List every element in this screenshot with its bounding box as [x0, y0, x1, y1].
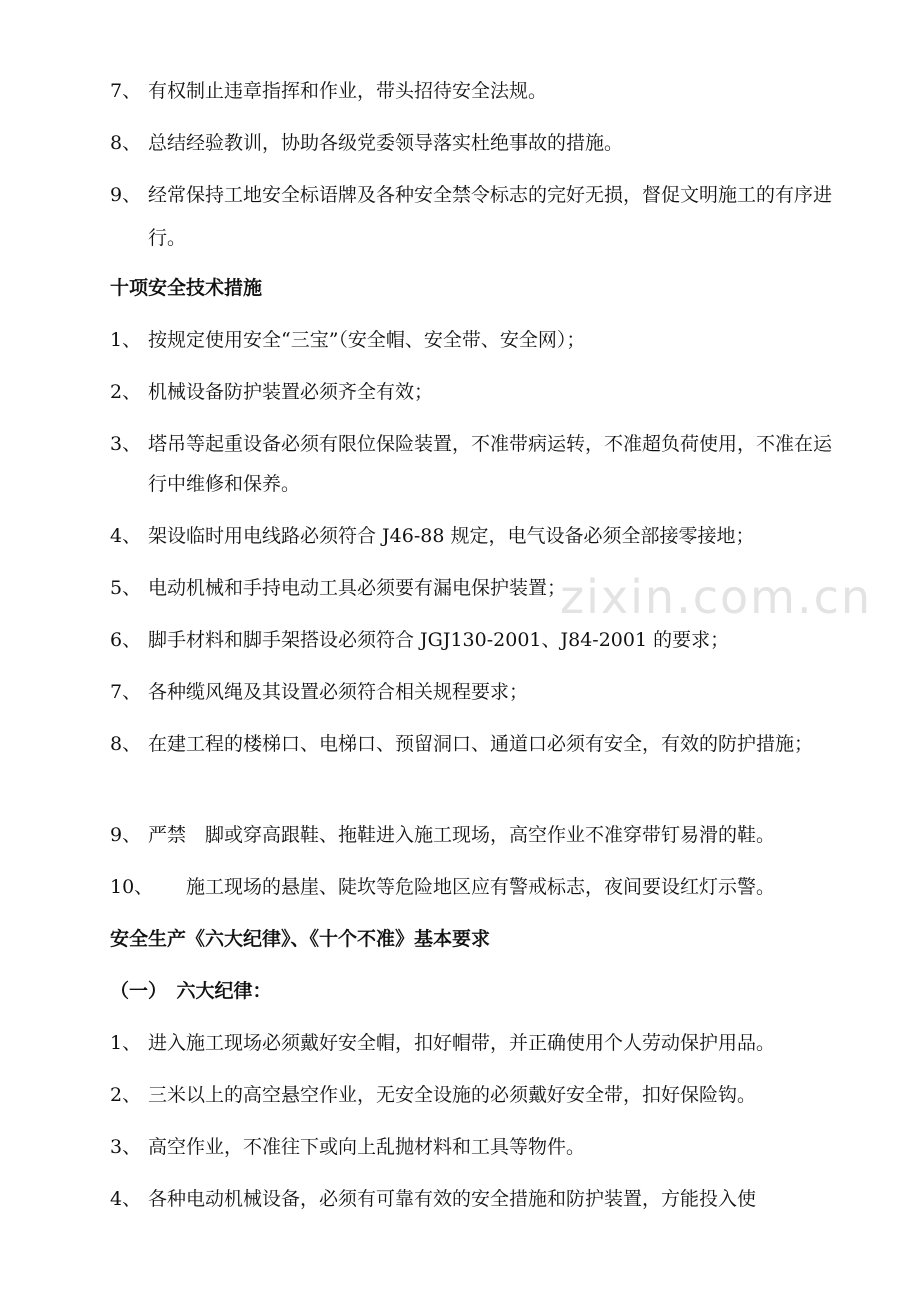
- list-item: [110, 521, 840, 551]
- list-item: [110, 1132, 840, 1162]
- item-text: 三米以上的高空悬空作业，无安全设施的必须戴好安全带，扣好保险钩。: [148, 1084, 757, 1106]
- item-text: 各种电动机械设备，必须有可靠有效的安全措施和防护装置，方能投入使: [148, 1188, 757, 1210]
- sub-heading: （一） 六大纪律：: [110, 980, 272, 1002]
- item-number: 7、: [110, 80, 142, 102]
- list-item: [110, 128, 840, 158]
- item-number: 10、: [110, 876, 154, 898]
- item-text: 机械设备防护装置必须齐全有效；: [148, 381, 434, 403]
- item-number: 8、: [110, 132, 142, 154]
- item-number: 4、: [110, 1188, 142, 1210]
- item-number: 8、: [110, 733, 142, 755]
- item-number: 5、: [110, 577, 142, 599]
- item-text: 架设临时用电线路必须符合 J46-88 规定，电气设备必须全部接零接地；: [148, 525, 755, 547]
- item-text: 各种缆风绳及其设置必须符合相关规程要求；: [148, 681, 529, 703]
- item-number: 3、: [110, 433, 142, 455]
- item-number: 2、: [110, 1084, 142, 1106]
- list-item: [110, 174, 840, 260]
- list-item: [110, 625, 840, 655]
- list-item: [110, 424, 840, 504]
- item-number: 1、: [110, 1032, 142, 1054]
- item-text: 在建工程的楼梯口、电梯口、预留洞口、通道口必须有安全，有效的防护措施；: [148, 733, 814, 755]
- section-heading: 十项安全技术措施: [110, 277, 263, 299]
- list-item: [110, 1184, 840, 1214]
- list-item: [110, 573, 840, 603]
- item-text: 有权制止违章指挥和作业，带头招待安全法规。: [148, 80, 548, 102]
- item-number: 9、: [110, 824, 142, 846]
- item-number: 9、: [110, 184, 142, 206]
- list-item: [110, 677, 840, 707]
- item-text: 脚手材料和脚手架搭设必须符合 JGJ130-2001、J84-2001 的要求；: [148, 629, 730, 651]
- list-item: [110, 872, 840, 902]
- item-text: 施工现场的悬崖、陡坎等危险地区应有警戒标志，夜间要设红灯示警。: [186, 876, 776, 898]
- item-text: 高空作业，不准往下或向上乱抛材料和工具等物件。: [148, 1136, 586, 1158]
- item-number: 7、: [110, 681, 142, 703]
- item-text: 总结经验教训，协助各级党委领导落实杜绝事故的措施。: [148, 132, 624, 154]
- item-number: 1、: [110, 329, 142, 351]
- section-heading: 安全生产《六大纪律》、《十个不准》基本要求: [110, 928, 491, 950]
- item-number: 4、: [110, 525, 142, 547]
- list-item: [110, 820, 840, 850]
- item-number: 3、: [110, 1136, 142, 1158]
- list-item: [110, 377, 840, 407]
- list-item: [110, 76, 840, 106]
- item-number: 6、: [110, 629, 142, 651]
- item-text: 严禁 脚或穿高跟鞋、拖鞋进入施工现场，高空作业不准穿带钉易滑的鞋。: [148, 824, 776, 846]
- item-text: 进入施工现场必须戴好安全帽，扣好帽带，并正确使用个人劳动保护用品。: [148, 1032, 776, 1054]
- item-text: 按规定使用安全“三宝”（安全帽、安全带、安全网）；: [148, 329, 586, 351]
- list-item: [110, 1080, 840, 1110]
- item-text: 塔吊等起重设备必须有限位保险装置，不准带病运转，不准超负荷使用，不准在运行中维修和保养。: [148, 433, 833, 495]
- list-item: [110, 325, 840, 355]
- item-text: 经常保持工地安全标语牌及各种安全禁令标志的完好无损，督促文明施工的有序进行。: [148, 184, 833, 249]
- list-item: [110, 1028, 840, 1058]
- item-number: 2、: [110, 381, 142, 403]
- list-item: [110, 724, 840, 764]
- item-text: 电动机械和手持电动工具必须要有漏电保护装置；: [148, 577, 567, 599]
- watermark: zixin.com.cn: [560, 570, 873, 624]
